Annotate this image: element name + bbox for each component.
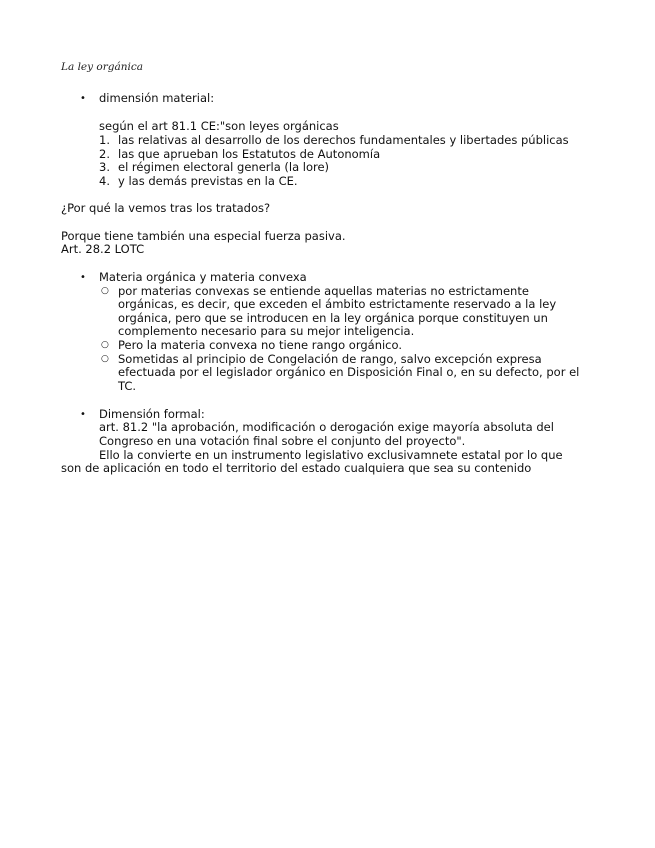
sub-item-line: orgánica, pero que se introducen en la ley orgánica porque constituyen un: [118, 311, 548, 325]
circle-bullet-icon: ○: [101, 340, 109, 350]
answer-line: Porque tiene también una especial fuerza pasiva.: [61, 229, 346, 243]
paragraph-line: Congreso en una votación final sobre el conjunto del proyecto".: [99, 434, 466, 448]
list-number: 1.: [99, 133, 110, 147]
sub-item-line: Pero la materia convexa no tiene rango orgánico.: [118, 338, 402, 352]
list-item: las relativas al desarrollo de los derechos fundamentales y libertades públicas: [118, 133, 569, 147]
list-item: el régimen electoral generla (la lore): [118, 160, 330, 174]
section3-bullet: Dimensión formal:: [99, 407, 205, 421]
list-number: 3.: [99, 160, 110, 174]
bullet-dot: •: [80, 93, 86, 104]
list-number: 2.: [99, 147, 110, 161]
sub-item-line: TC.: [118, 379, 137, 393]
sub-item-line: orgánicas, es decir, que exceden el ámbito estrictamente reservado a la ley: [118, 297, 557, 311]
sub-item-line: efectuada por el legislador orgánico en Disposición Final o, en su defecto, por el: [118, 365, 580, 379]
paragraph-line: Ello la convierte en un instrumento legislativo exclusivamnete estatal por lo que: [99, 448, 563, 462]
sub-item-line: complemento necesario para su mejor inteligencia.: [118, 324, 415, 338]
paragraph-line: art. 81.2 "la aprobación, modificación o derogación exige mayoría absoluta del: [99, 420, 554, 434]
section1-bullet: dimensión material:: [99, 91, 215, 105]
section1-intro: según el art 81.1 CE:"son leyes orgánicas: [99, 119, 339, 133]
list-item: y las demás previstas en la CE.: [118, 174, 298, 188]
circle-bullet-icon: ○: [101, 354, 109, 364]
bullet-dot: •: [80, 272, 86, 283]
bullet-dot: •: [80, 409, 86, 420]
question-text: ¿Por qué la vemos tras los tratados?: [61, 201, 271, 215]
sub-item-line: por materias convexas se entiende aquellas materias no estrictamente: [118, 284, 529, 298]
list-number: 4.: [99, 174, 110, 188]
paragraph-line: son de aplicación en todo el territorio del estado cualquiera que sea su contenido: [61, 461, 532, 475]
document-title: La ley orgánica: [61, 61, 143, 73]
section2-bullet: Materia orgánica y materia convexa: [99, 270, 307, 284]
sub-item-line: Sometidas al principio de Congelación de rango, salvo excepción expresa: [118, 352, 542, 366]
circle-bullet-icon: ○: [101, 286, 109, 296]
list-item: las que aprueban los Estatutos de Autonomía: [118, 147, 381, 161]
answer-reference: Art. 28.2 LOTC: [61, 242, 145, 256]
